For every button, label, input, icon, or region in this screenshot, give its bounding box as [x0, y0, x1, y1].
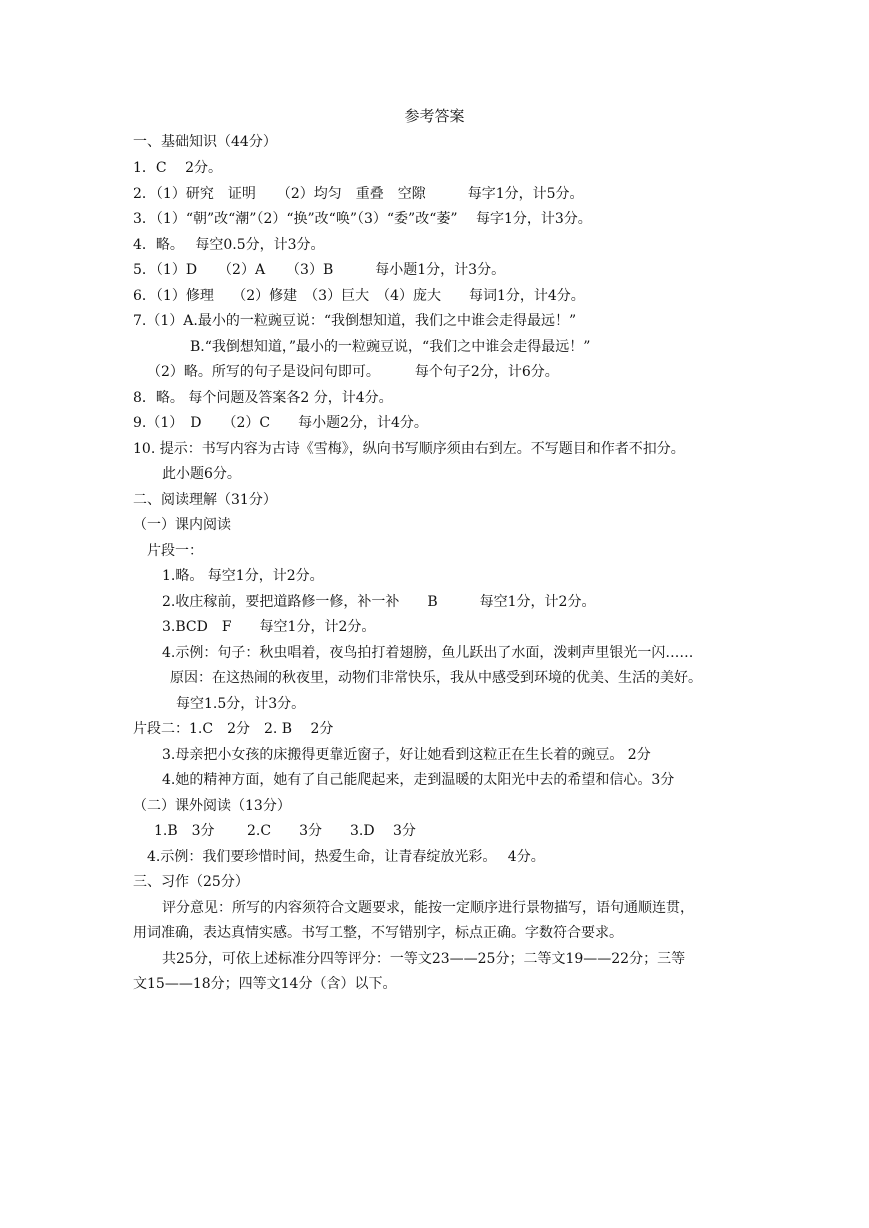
answer-line: 5．（1）D （2）A （3）B 每小题1分，计3分。 — [133, 262, 506, 278]
grading-paragraph-line: 文15——18分；四等文14分（含）以下。 — [133, 976, 397, 992]
answer-line: 8．略。 每个问题及答案各2 分，计4分。 — [133, 390, 393, 406]
answer-line: 4．略。 每空0.5分，计3分。 — [133, 237, 325, 253]
passage-heading: 片段一： — [147, 543, 203, 559]
answer-line: 此小题6分。 — [162, 466, 241, 482]
answer-line: 10. 提示：书写内容为古诗《雪梅》，纵向书写顺序须由右到左。不写题目和作者不扣分。 — [133, 441, 685, 457]
answer-line: 7.（1）A.最小的一粒豌豆说：“我倒想知道，我们之中谁会走得最远！” — [133, 313, 577, 329]
answer-line: 3.母亲把小女孩的床搬得更靠近窗子，好让她看到这粒正在生长着的豌豆。 2分 — [162, 747, 651, 763]
answer-line: 1.B 3分 2.C 3分 3.D 3分 — [154, 823, 416, 839]
grading-paragraph-line: 用词准确，表达真情实感。书写工整，不写错别字，标点正确。字数符合要求。 — [133, 925, 623, 941]
answer-line: 4.示例：我们要珍惜时间，热爱生命，让青春绽放光彩。 4分。 — [147, 849, 545, 865]
section-2-heading: 二、阅读理解（31分） — [133, 492, 277, 508]
grading-paragraph-line: 共25分，可依上述标准分四等评分：一等文23——25分；二等文19——22分；三等 — [162, 951, 686, 967]
answer-line: 1．C 2分。 — [133, 160, 222, 176]
section-3-heading: 三、习作（25分） — [133, 874, 249, 890]
page-title: 参考答案 — [404, 107, 465, 125]
answer-line: 3．（1）“朝”改“潮”（2）“换”改“唤”（3）“委”改“萎” 每字1分，计3分。 — [133, 211, 592, 227]
answer-line: 3.BCD F 每空1分，计2分。 — [162, 619, 376, 635]
answer-line: （2）略。所写的句子是设问句即可。 每个句子2分，计6分。 — [147, 364, 559, 380]
answer-line: B.“我倒想知道，”最小的一粒豌豆说，“我们之中谁会走得最远！” — [190, 339, 591, 355]
answer-line: 1.略。 每空1分，计2分。 — [162, 568, 324, 584]
answer-line: 原因：在这热闹的秋夜里，动物们非常快乐，我从中感受到环境的优美、生活的美好。 — [170, 670, 702, 686]
grading-paragraph-line: 评分意见：所写的内容须符合文题要求，能按一定顺序进行景物描写，语句通顺连贯， — [162, 900, 694, 916]
passage-heading: 片段二：1.C 2分 2. B 2分 — [133, 721, 334, 737]
answer-line: 4.她的精神方面，她有了自己能爬起来，走到温暖的太阳光中去的希望和信心。3分 — [162, 772, 675, 788]
answer-line: 6．（1）修理 （2）修建 （3）巨大 （4）庞大 每词1分，计4分。 — [133, 288, 585, 304]
subsection-heading: （一）课内阅读 — [133, 517, 231, 533]
subsection-heading: （二）课外阅读（13分） — [133, 798, 291, 814]
section-1-heading: 一、基础知识（44分） — [133, 134, 277, 150]
answer-line: 9.（1） D （2）C 每小题2分，计4分。 — [133, 415, 428, 431]
answer-line: 每空1.5分，计3分。 — [176, 696, 306, 712]
answer-line: 2.收庄稼前，要把道路修一修，补一补 B 每空1分，计2分。 — [162, 594, 596, 610]
answer-line: 2．（1）研究 证明 （2）均匀 重叠 空隙 每字1分，计5分。 — [133, 186, 584, 202]
answer-line: 4.示例：句子：秋虫唱着，夜鸟拍打着翅膀，鱼儿跃出了水面，泼剌声里银光一闪…… — [162, 645, 694, 661]
